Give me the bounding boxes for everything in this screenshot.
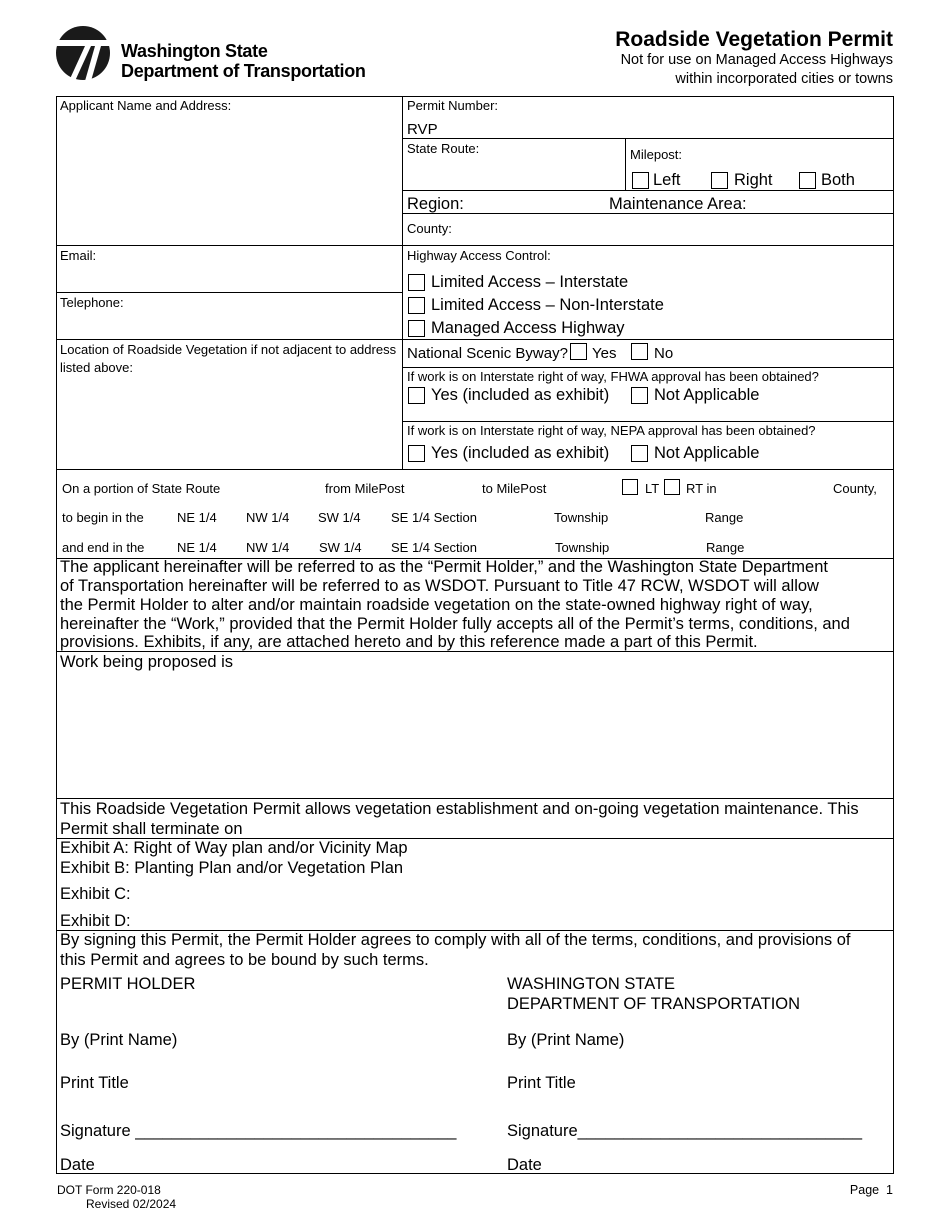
applicant-label: Applicant Name and Address: — [60, 98, 232, 113]
location-rt-checkbox[interactable] — [664, 479, 680, 495]
access-interstate-checkbox[interactable] — [408, 274, 425, 291]
scenic-byway-no-label: No — [654, 345, 674, 362]
permit-number-field[interactable] — [440, 118, 890, 136]
terms-paragraph-line4: hereinafter the “Work,” provided that the Permit Holder fully accepts all of the Permit’s terms, conditions, and — [60, 615, 850, 633]
access-interstate-label: Limited Access – Interstate — [431, 273, 629, 291]
exhibit-b-label: Exhibit B: Planting Plan and/or Vegetation Plan — [60, 859, 404, 877]
nepa-na-checkbox[interactable] — [631, 445, 648, 462]
state-route-label: State Route: — [407, 141, 480, 156]
wsdot-print-name-field[interactable] — [632, 1029, 887, 1049]
begin-range-label: Range — [705, 510, 744, 525]
access-non-interstate-label: Limited Access – Non-Interstate — [431, 296, 664, 314]
county-label: County: — [407, 221, 452, 236]
end-nw-label: NW 1/4 — [246, 540, 290, 555]
signing-statement-line1: By signing this Permit, the Permit Holder agrees to comply with all of the terms, conditions, and provisions of — [60, 931, 851, 949]
fhwa-na-label: Not Applicable — [654, 386, 760, 404]
exhibit-c-label: Exhibit C: — [60, 885, 131, 903]
milepost-label: Milepost: — [630, 147, 683, 162]
permit-holder-heading: PERMIT HOLDER — [60, 975, 196, 993]
end-sw-label: SW 1/4 — [319, 540, 362, 555]
email-label: Email: — [60, 248, 97, 263]
end-ne-label: NE 1/4 — [177, 540, 217, 555]
location-field[interactable] — [58, 378, 400, 467]
exhibit-d-label: Exhibit D: — [60, 912, 131, 930]
location-from-mp-label: from MilePost — [325, 481, 405, 496]
location-to-mp-label: to MilePost — [482, 481, 547, 496]
scenic-byway-yes-label: Yes — [592, 345, 617, 362]
work-proposed-field[interactable] — [58, 672, 892, 796]
termination-line2: Permit shall terminate on — [60, 820, 243, 838]
fhwa-yes-checkbox[interactable] — [408, 387, 425, 404]
page-number: Page 1 — [849, 1183, 893, 1197]
permit-number-label: Permit Number: — [407, 98, 499, 113]
exhibit-a-label: Exhibit A: Right of Way plan and/or Vicinity Map — [60, 839, 408, 857]
location-label-line2: listed above: — [60, 360, 133, 375]
fhwa-label: If work is on Interstate right of way, FHWA approval has been obtained? — [407, 369, 819, 384]
email-field[interactable] — [58, 266, 400, 290]
permit-number-prefix: RVP — [407, 121, 438, 138]
terms-paragraph-line1: The applicant hereinafter will be referred to as the “Permit Holder,” and the Washington State Department — [60, 558, 828, 576]
holder-print-title-field[interactable] — [140, 1072, 490, 1092]
begin-ne-label: NE 1/4 — [177, 510, 217, 525]
milepost-both-checkbox[interactable] — [799, 172, 816, 189]
nepa-label: If work is on Interstate right of way, NEPA approval has been obtained? — [407, 423, 816, 438]
milepost-right-checkbox[interactable] — [711, 172, 728, 189]
region-label: Region: — [407, 195, 464, 213]
begin-label: to begin in the — [62, 510, 144, 525]
holder-date-field[interactable] — [100, 1154, 490, 1172]
holder-print-name-label: By (Print Name) — [60, 1031, 178, 1049]
milepost-right-label: Right — [734, 171, 773, 189]
applicant-field[interactable] — [58, 116, 400, 243]
terms-paragraph-line3: the Permit Holder to alter and/or maintain roadside vegetation on the state-owned highway right of way, — [60, 596, 813, 614]
wsdot-print-name-label: By (Print Name) — [507, 1031, 625, 1049]
nepa-na-label: Not Applicable — [654, 444, 760, 462]
access-managed-label: Managed Access Highway — [431, 319, 625, 337]
scenic-byway-no-checkbox[interactable] — [631, 343, 648, 360]
terms-paragraph-line2: of Transportation hereinafter will be referred to as WSDOT. Pursuant to Title 47 RCW, WSDOT will allow — [60, 577, 819, 595]
page-title: Roadside Vegetation Permit — [615, 28, 893, 51]
org-name-line1: Washington State — [121, 41, 268, 61]
location-lt-checkbox[interactable] — [622, 479, 638, 495]
wsdot-date-label: Date — [507, 1156, 542, 1174]
milepost-left-label: Left — [653, 171, 681, 189]
telephone-field[interactable] — [58, 313, 400, 337]
wsdot-date-field[interactable] — [547, 1154, 887, 1172]
telephone-label: Telephone: — [60, 295, 124, 310]
begin-se-section-label: SE 1/4 Section — [391, 510, 477, 525]
holder-print-title-label: Print Title — [60, 1074, 129, 1092]
end-se-section-label: SE 1/4 Section — [391, 540, 477, 555]
scenic-byway-label: National Scenic Byway? — [407, 345, 568, 362]
location-lt-label: LT — [645, 481, 660, 496]
exhibit-c-field[interactable] — [140, 883, 890, 903]
nepa-yes-checkbox[interactable] — [408, 445, 425, 462]
access-control-label: Highway Access Control: — [407, 248, 551, 263]
form-revised: Revised 02/2024 — [86, 1197, 177, 1211]
wsdot-print-title-field[interactable] — [587, 1072, 887, 1092]
fhwa-yes-label: Yes (included as exhibit) — [431, 386, 610, 404]
form-number: DOT Form 220-018 — [57, 1183, 161, 1197]
exhibit-d-field[interactable] — [140, 908, 890, 928]
wsdot-print-title-label: Print Title — [507, 1074, 576, 1092]
nepa-yes-label: Yes (included as exhibit) — [431, 444, 610, 462]
begin-township-label: Township — [554, 510, 609, 525]
signing-statement-line2: this Permit and agrees to be bound by such terms. — [60, 951, 429, 969]
holder-date-label: Date — [60, 1156, 95, 1174]
begin-nw-label: NW 1/4 — [246, 510, 290, 525]
county-field[interactable] — [455, 216, 890, 242]
location-label-line1: Location of Roadside Vegetation if not adjacent to address — [60, 342, 397, 357]
wsdot-signature-line[interactable]: Signature_______________________________ — [507, 1122, 863, 1140]
holder-signature-line[interactable]: Signature ___________________________________ — [60, 1122, 457, 1140]
page-subtitle-line2: within incorporated cities or towns — [675, 71, 893, 87]
page-subtitle-line1: Not for use on Managed Access Highways — [620, 52, 893, 68]
terms-paragraph-line5: provisions. Exhibits, if any, are attached hereto and by this reference made a part of this Permit. — [60, 633, 758, 651]
milepost-left-checkbox[interactable] — [632, 172, 649, 189]
org-name-line2: Department of Transportation — [121, 61, 366, 81]
milepost-both-label: Both — [821, 171, 855, 189]
fhwa-na-checkbox[interactable] — [631, 387, 648, 404]
termination-date-field[interactable] — [255, 820, 555, 837]
holder-print-name-field[interactable] — [185, 1029, 490, 1049]
location-county-label: County, — [833, 481, 877, 496]
begin-sw-label: SW 1/4 — [318, 510, 361, 525]
maintenance-area-field[interactable] — [755, 193, 890, 211]
location-rt-label: RT in — [686, 481, 717, 496]
access-managed-checkbox[interactable] — [408, 320, 425, 337]
state-route-field[interactable] — [405, 158, 622, 188]
work-proposed-label: Work being proposed is — [60, 653, 234, 671]
end-township-label: Township — [555, 540, 610, 555]
maintenance-area-label: Maintenance Area: — [609, 195, 747, 213]
wsdot-heading-line2: DEPARTMENT OF TRANSPORTATION — [507, 995, 801, 1013]
scenic-byway-yes-checkbox[interactable] — [570, 343, 587, 360]
termination-line1: This Roadside Vegetation Permit allows vegetation establishment and on-going vegetation maintenance. This — [60, 800, 859, 818]
access-non-interstate-checkbox[interactable] — [408, 297, 425, 314]
wsdot-heading-line1: WASHINGTON STATE — [507, 975, 676, 993]
end-range-label: Range — [706, 540, 745, 555]
wsdot-logo-icon — [55, 25, 111, 81]
location-portion-label: On a portion of State Route — [62, 481, 221, 496]
end-label: and end in the — [62, 540, 145, 555]
region-field[interactable] — [470, 193, 600, 211]
